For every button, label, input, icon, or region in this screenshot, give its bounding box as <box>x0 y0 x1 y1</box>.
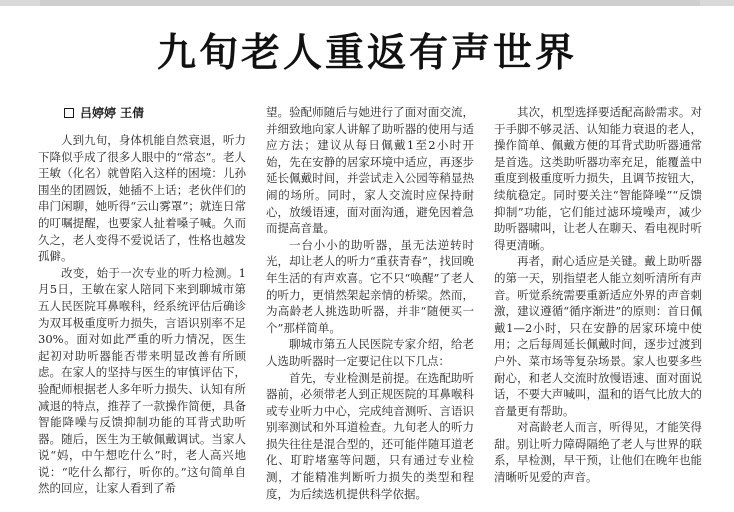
byline-box-icon <box>64 108 74 118</box>
top-border-strip <box>0 0 734 6</box>
paragraph: 聊城市第五人民医院专家介绍，给老人选助听器时一定要记住以下几点： <box>266 337 474 368</box>
article-headline: 九旬老人重返有声世界 <box>156 31 577 76</box>
byline <box>64 104 144 121</box>
paragraph: 改变，始于一次专业的听力检测。1月5日，王敏在家人陪同下来到聊城市第五人民医院耳鼻喉科，经系统评估后确诊为双耳极重度听力损失，言语识别率不足30%。面对如此严重的听力情况，医生起初对助听器能否带来明显改善有所顾虑。在家人的坚持与医生的审慎评估下，验配师根据老人多年听力损失、认知有所减退的特点，推荐了一款操作简便，具备智能降噪与反馈抑制功能的耳背式助听器。随后，医生为王敏佩戴调试。当家人说“妈，中午想吃什么”时，老人高兴地说：“吃什么都行，听你的。”这句简单自然的回应，让家人看到了希 <box>38 265 246 496</box>
column-3 <box>494 104 702 486</box>
column-2 <box>266 104 474 502</box>
top-border-inner <box>40 0 700 6</box>
paragraph: 一台小小的助听器，虽无法逆转时光，却让老人的听力“重获青春”，找回晚年生活的有声欢喜。它不只“唤醒”了老人的听力，更悄然架起亲情的桥梁。然而，为高龄老人挑选助听器，并非“随便买一个”那样简单。 <box>266 237 474 335</box>
paragraph: 其次，机型选择要适配高龄需求。对于手脚不够灵活、认知能力衰退的老人，操作简单、佩戴方便的耳背式助听器通常是首选。这类助听器功率充足，能覆盖中重度到极重度听力损失，且调节按钮大，续航稳定。同时要关注“智能降噪”“反馈抑制”功能，它们能过滤环境噪声，减少助听器啸叫，让老人在聊天、看电视时听得更清晰。 <box>494 105 702 252</box>
byline-authors: 吕婷婷 王倩 <box>80 106 145 120</box>
paragraph-continued: 望。验配师随后与她进行了面对面交流，并细致地向家人讲解了助听器的使用与适应方法；建议从每日佩戴1至2小时开始，先在安静的居家环境中适应，再逐步延长佩戴时间，并尝试走入公园等稍显热闹的场所。同时，家人交流时应保持耐心，放缓语速，面对面沟通，避免因着急而提高音量。 <box>266 105 474 236</box>
paragraph: 对高龄老人而言，听得见，才能笑得甜。别让听力障碍隔绝了老人与世界的联系，早检测，早干预，让他们在晚年也能清晰听见爱的声音。 <box>494 420 702 485</box>
paragraph: 人到九旬，身体机能自然衰退，听力下降似乎成了很多人眼中的“常态”。老人王敏（化名）就曾陷入这样的困境：儿孙围坐的团圆饭，她插不上话；老伙伴们的串门闲聊，她听得“云山雾罩”；就连日常的叮嘱提醒，也要家人扯着嗓子喊。久而久之，老人变得不爱说话了，性格也越发孤僻。 <box>38 133 246 264</box>
column-1 <box>38 132 246 497</box>
paragraph: 首先，专业检测是前提。在选配助听器前，必须带老人到正规医院的耳鼻喉科或专业听力中心，完成纯音测听、言语识别率测试和外耳道检查。九旬老人的听力损失往往是混合型的，还可能伴随耳道老化、耵聍堵塞等问题，只有通过专业检测，才能精准判断听力损失的类型和程度，为后续选机提供科学依据。 <box>266 370 474 501</box>
paragraph: 再者，耐心适应是关键。戴上助听器的第一天，别指望老人能立刻听清所有声音。听觉系统需要重新适应外界的声音刺激，建议遵循“循序渐进”的原则：首日佩戴1—2小时，只在安静的居家环境中使用；之后每周延长佩戴时间，逐步过渡到户外、菜市场等复杂场景。家人也要多些耐心，和老人交流时放慢语速、面对面说话，不要大声喊叫，温和的语气比放大的音量更有帮助。 <box>494 254 702 418</box>
